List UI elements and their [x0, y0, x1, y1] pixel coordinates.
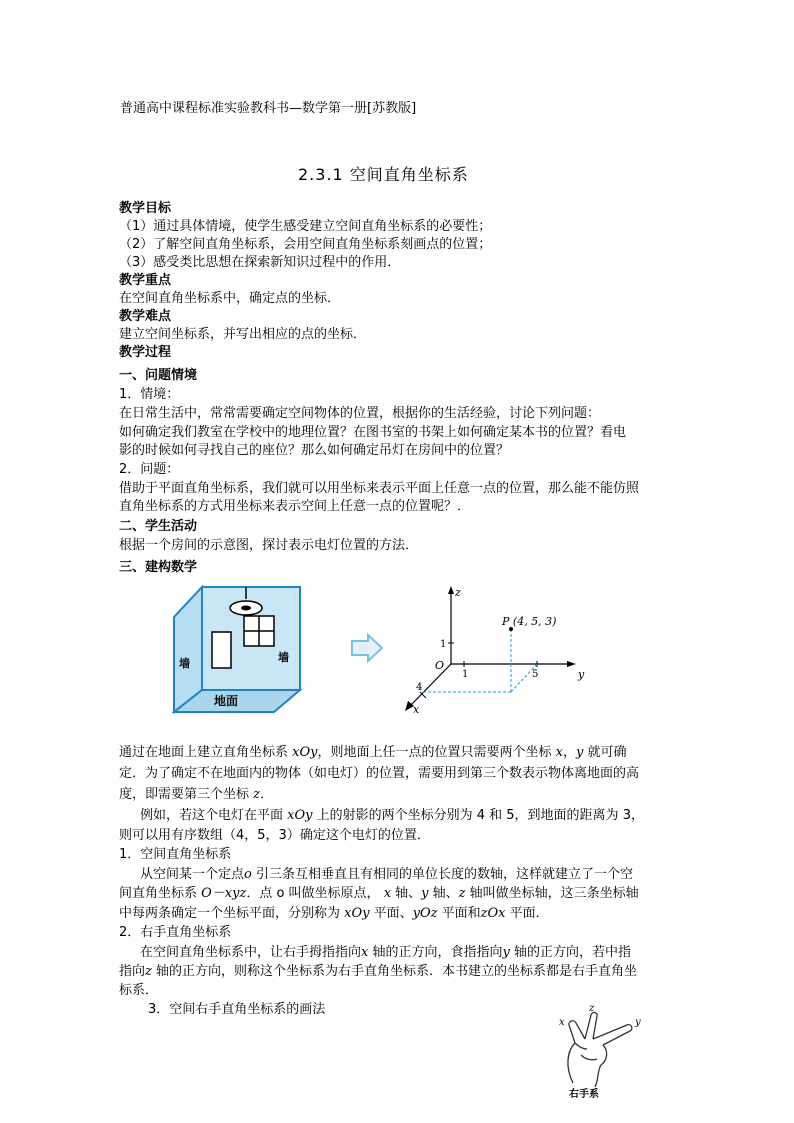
z-axis-label: z: [455, 586, 461, 599]
y-tick-label-5: 5: [532, 669, 539, 680]
hand-y-label: y: [635, 1017, 641, 1028]
y-tick-label-1: 1: [462, 669, 469, 680]
door: [212, 632, 231, 668]
paragraph-line: 通过在地面上建立直角坐标系 xOy，则地面上任一点的位置只需要两个坐标 x，y 就可确: [119, 745, 627, 760]
transition-arrow-icon: [350, 633, 384, 663]
key-point-heading: 教学重点: [119, 273, 172, 288]
paragraph-line: 定．为了确定不在地面内的物体（如电灯）的位置，需要用到第三个数表示物体离地面的高: [119, 766, 640, 781]
objectives-heading: 教学目标: [119, 201, 172, 216]
x-tick-label-4: 4: [416, 682, 423, 693]
hand-caption: 右手系: [569, 1089, 599, 1100]
hand-x-label: x: [559, 1017, 565, 1028]
document-header: 普通高中课程标准实验教科书—数学第一册[苏教版]: [120, 101, 417, 116]
section2-heading: 二、学生活动: [119, 519, 198, 534]
situation-question: 如何确定我们教室在学校中的地理位置？在图书室的书架上如何确定某本书的位置？看电: [119, 425, 627, 440]
item1-label: 1．空间直角坐标系: [119, 847, 232, 862]
situation-text: 在日常生活中，常常需要确定空间物体的位置，根据你的生活经验，讨论下列问题：: [119, 406, 601, 421]
section2-text: 根据一个房间的示意图，探讨表示电灯位置的方法．: [119, 538, 419, 553]
room-figure: [172, 582, 302, 717]
section1-heading: 一、问题情境: [119, 368, 198, 383]
item2-label: 2．右手直角坐标系: [119, 925, 232, 940]
paragraph-line: 例如，若这个电灯在平面 xOy 上的射影的两个坐标分别为 4 和 5，到地面的距离为 3，: [140, 808, 644, 823]
paragraph-line: 标系．: [119, 983, 159, 998]
y-arrow-icon: [567, 661, 576, 667]
section3-heading: 三、建构数学: [119, 560, 198, 575]
right-hand-figure: [555, 1005, 655, 1100]
y-axis-label: y: [578, 668, 585, 681]
z-arrow-icon: [448, 586, 454, 594]
process-heading: 教学过程: [119, 345, 172, 360]
page-title: 2.3.1 空间直角坐标系: [298, 165, 469, 184]
situation-label: 1．情境：: [119, 387, 180, 402]
question-label: 2．问题：: [119, 462, 180, 477]
paragraph-line: 指向z 轴的正方向，则称这个坐标系为右手直角坐标系．本书建立的坐标系都是右手直角坐: [119, 964, 638, 979]
question-text: 直角坐标系的方式用坐标来表示空间上任意一点的位置呢？．: [119, 499, 471, 514]
paragraph-line: 从空间某一个定点o 引三条互相垂直且有相同的单位长度的数轴，这样就建立了一个空: [140, 867, 633, 882]
lamp-bulb: [241, 606, 251, 611]
hand-icon: [568, 1012, 632, 1087]
coordinate-axes-figure: [398, 582, 588, 717]
x-axis-label: x: [413, 703, 420, 716]
paragraph-line: 度，即需要第三个坐标 z．: [119, 787, 274, 802]
paragraph-line: 间直角坐标系 O－xyz．点 o 叫做坐标原点， x 轴、y 轴、z 轴叫做坐标轴，这三条坐标轴: [119, 886, 639, 901]
objective-item: （2）了解空间直角坐标系，会用空间直角坐标系刻画点的位置；: [119, 237, 492, 252]
paragraph-line: 中每两条确定一个坐标平面，分别称为 xOy 平面、yOz 平面和zOx 平面．: [119, 906, 549, 921]
floor-label: 地面: [214, 694, 239, 708]
paragraph-line: 在空间直角坐标系中，让右手拇指指向x 轴的正方向，食指指向y 轴的正方向，若中指: [140, 945, 631, 960]
point-p-label: P (4, 5, 3): [502, 615, 557, 628]
difficulty-heading: 教学难点: [119, 309, 172, 324]
question-text: 借助于平面直角坐标系，我们就可以用坐标来表示平面上任意一点的位置，那么能不能仿照: [119, 481, 640, 496]
paragraph-line: 则可以用有序数组（4，5，3）确定这个电灯的位置．: [119, 828, 430, 843]
difficulty-text: 建立空间坐标系，并写出相应的点的坐标．: [119, 327, 367, 342]
situation-question: 影的时候如何寻找自己的座位？那么如何确定吊灯在房间中的位置？: [119, 443, 510, 458]
key-point-text: 在空间直角坐标系中，确定点的坐标．: [119, 291, 341, 306]
hand-z-label: z: [589, 1005, 595, 1014]
wall-left-label: 墙: [179, 657, 190, 670]
item3-label: 3．空间右手直角坐标系的画法: [148, 1002, 326, 1017]
objective-item: （3）感受类比思想在探索新知识过程中的作用．: [119, 255, 401, 270]
origin-label: O: [435, 659, 445, 672]
wall-right-label: 墙: [278, 651, 289, 664]
objective-item: （1）通过具体情境，使学生感受建立空间直角坐标系的必要性；: [119, 219, 492, 234]
z-tick-label: 1: [440, 639, 447, 650]
